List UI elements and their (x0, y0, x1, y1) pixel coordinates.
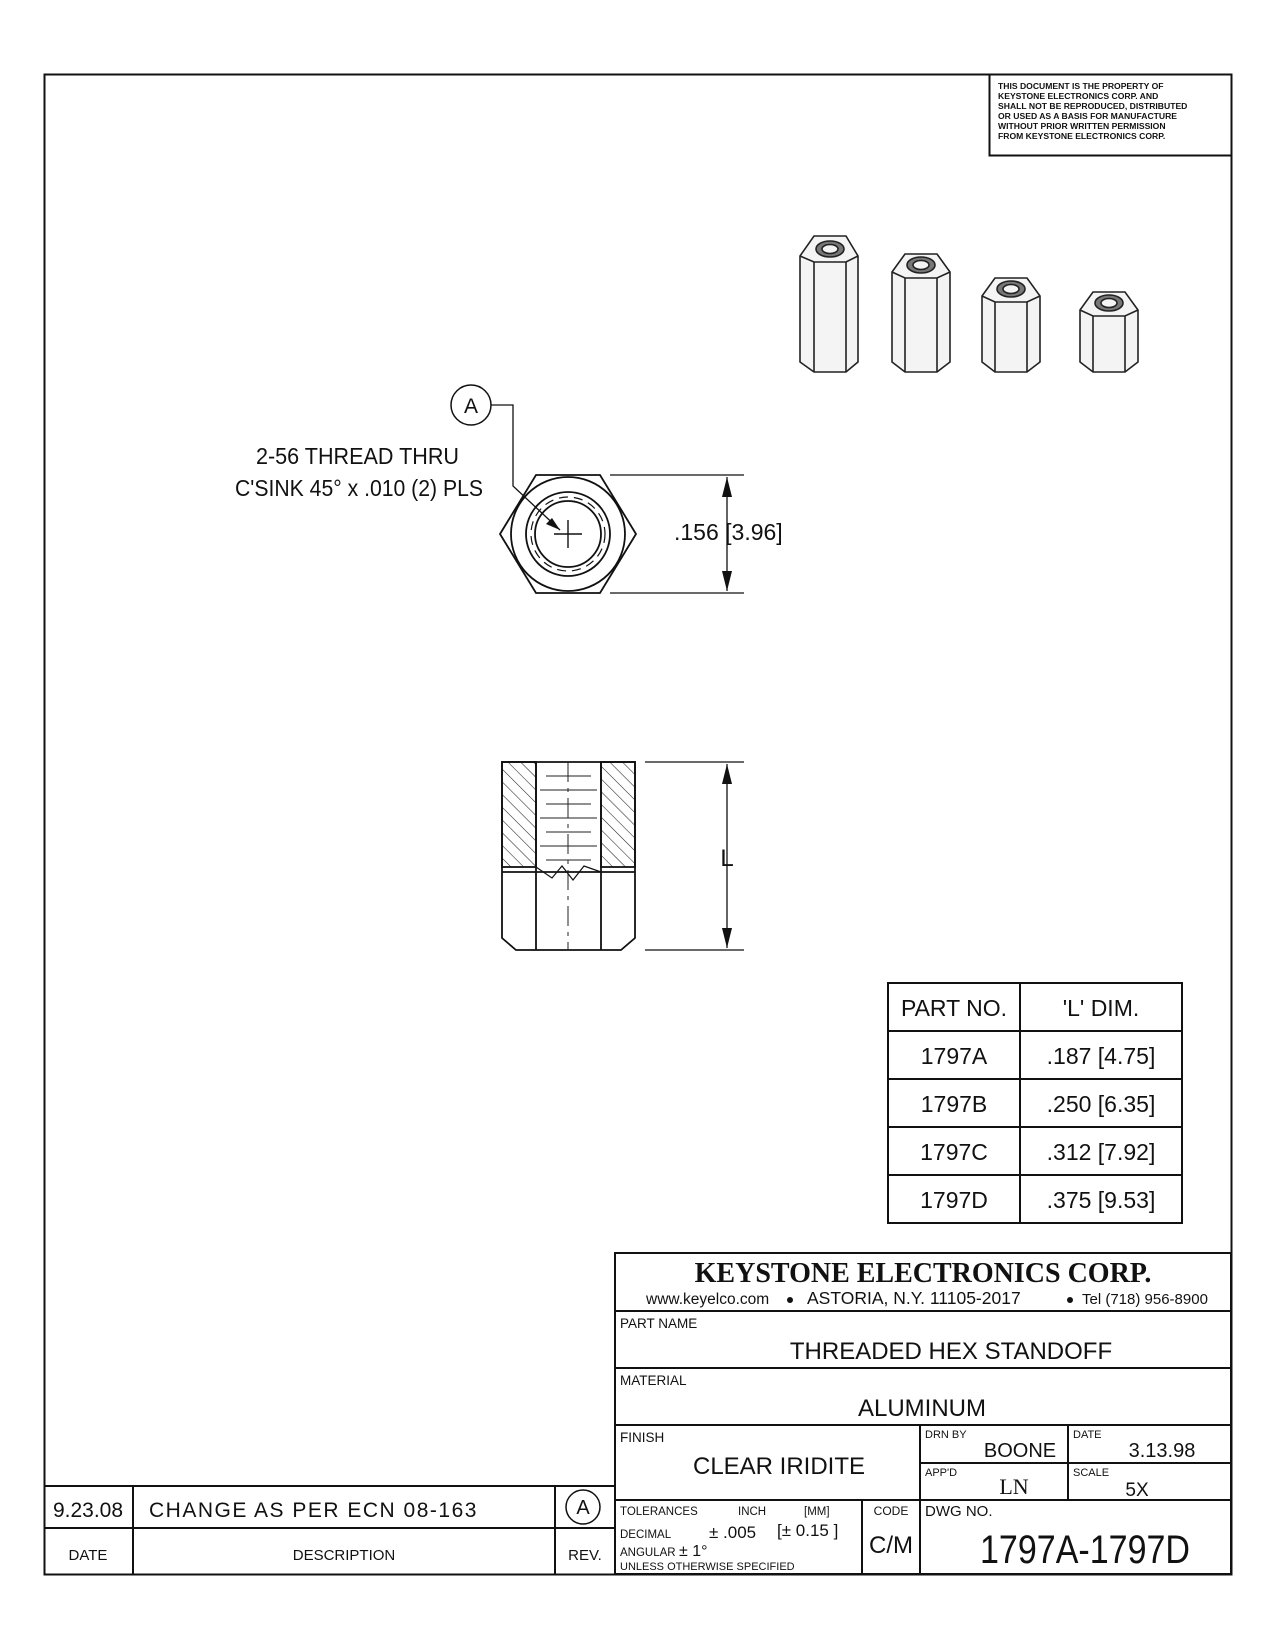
unless-specified-label: UNLESS OTHERWISE SPECIFIED (620, 1561, 795, 1573)
part-name-label: PART NAME (620, 1316, 698, 1331)
approved-label: APP'D (925, 1467, 958, 1479)
proprietary-notice (990, 75, 1232, 156)
standoff-illustrations (800, 236, 1138, 372)
notice-line: THIS DOCUMENT IS THE PROPERTY OF (998, 81, 1164, 91)
table-cell: 1797D (920, 1187, 988, 1213)
thread-lines (540, 762, 597, 950)
company-address: ASTORIA, N.Y. 11105-2017 (807, 1288, 1021, 1308)
standoff-1797d-illustration (800, 236, 858, 372)
decimal-mm-value: [± 0.15 ] (777, 1521, 839, 1540)
notice-line: SHALL NOT BE REPRODUCED, DISTRIBUTED (998, 101, 1188, 111)
notice-line: OR USED AS A BASIS FOR MANUFACTURE (998, 111, 1178, 121)
drawn-by-value: BOONE (983, 1440, 1057, 1462)
balloon-label: A (463, 395, 479, 418)
side-view (502, 762, 744, 950)
date-header: DATE (68, 1547, 108, 1564)
code-label: CODE (873, 1504, 909, 1518)
revision-letter: A (576, 1497, 590, 1519)
top-view (235, 385, 783, 593)
code-value: C/M (869, 1532, 913, 1559)
material-value: ALUMINUM (857, 1395, 987, 1422)
mm-label: [MM] (804, 1506, 830, 1518)
drawing-number-value: 1797A-1797D (980, 1528, 1190, 1572)
company-name: KEYSTONE ELECTRONICS CORP. (694, 1258, 1152, 1289)
bullet-icon (787, 1297, 793, 1303)
notice-line: FROM KEYSTONE ELECTRONICS CORP. (998, 131, 1166, 141)
part-number-table (888, 983, 1182, 1223)
countersink-note: C'SINK 45° x .010 (2) PLS (235, 475, 483, 501)
table-cell: 1797C (920, 1139, 988, 1165)
drawn-by-label: DRN BY (925, 1429, 967, 1441)
decimal-label: DECIMAL (620, 1529, 672, 1541)
bullet-icon (1067, 1297, 1073, 1303)
table-header: PART NO. (900, 995, 1008, 1021)
notice-line: WITHOUT PRIOR WRITTEN PERMISSION (998, 121, 1166, 131)
company-website: www.keyelco.com (646, 1291, 770, 1308)
standoff-1797a-illustration (1080, 292, 1138, 372)
rev-header: REV. (568, 1547, 602, 1564)
revision-description: CHANGE AS PER ECN 08-163 (149, 1499, 478, 1522)
thread-note: 2-56 THREAD THRU (256, 443, 459, 469)
table-cell: .375 [9.53] (1046, 1187, 1156, 1213)
tolerances-label: TOLERANCES (620, 1506, 698, 1518)
decimal-inch-value: ± .005 (709, 1523, 757, 1542)
finish-label: FINISH (620, 1430, 665, 1445)
reference-balloon (451, 385, 560, 530)
table-cell: 1797A (920, 1043, 988, 1069)
angular-label: ANGULAR (620, 1547, 676, 1559)
table-cell: .187 [4.75] (1046, 1043, 1156, 1069)
dimension-label: .156 [3.96] (674, 519, 783, 545)
drawing-number-label: DWG NO. (925, 1503, 993, 1520)
table-cell: .250 [6.35] (1046, 1091, 1156, 1117)
finish-value: CLEAR IRIDITE (692, 1453, 866, 1480)
angular-value: ± 1° (679, 1543, 708, 1560)
title-block (615, 1253, 1231, 1574)
notice-line: KEYSTONE ELECTRONICS CORP. AND (998, 91, 1159, 101)
dimension-label: L (720, 845, 734, 872)
scale-value: 5X (1125, 1480, 1149, 1501)
approved-value: LN (999, 1474, 1029, 1499)
company-phone: Tel (718) 956-8900 (1082, 1291, 1208, 1308)
inch-label: INCH (738, 1506, 767, 1518)
date-value: 3.13.98 (1128, 1440, 1196, 1462)
part-name-value: THREADED HEX STANDOFF (789, 1338, 1113, 1365)
revision-block (44, 1486, 615, 1574)
standoff-1797c-illustration (892, 254, 950, 372)
description-header: DESCRIPTION (292, 1547, 396, 1564)
date-label: DATE (1073, 1429, 1102, 1441)
table-cell: .312 [7.92] (1046, 1139, 1156, 1165)
table-header: 'L' DIM. (1062, 995, 1140, 1021)
scale-label: SCALE (1073, 1467, 1110, 1479)
material-label: MATERIAL (620, 1373, 687, 1388)
table-cell: 1797B (920, 1091, 988, 1117)
standoff-1797b-illustration (982, 278, 1040, 372)
revision-date: 9.23.08 (52, 1499, 124, 1522)
